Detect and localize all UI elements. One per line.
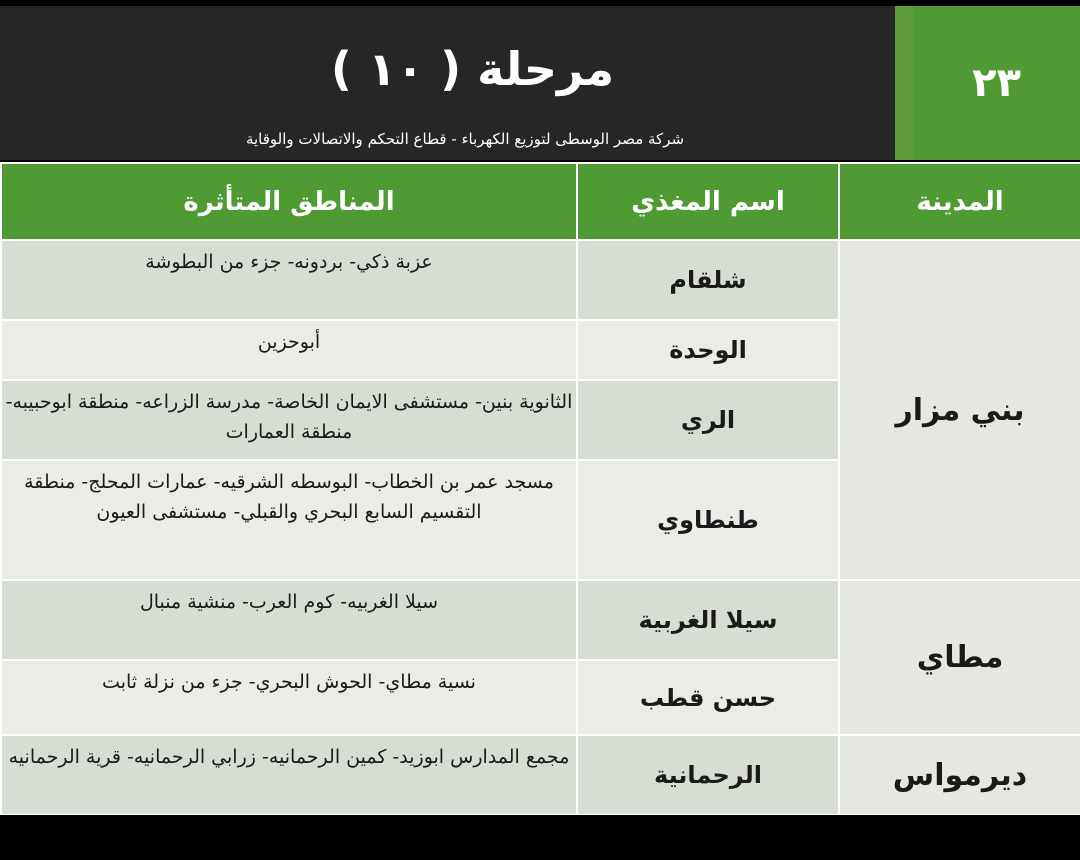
areas-cell: الثانوية بنين- مستشفى الايمان الخاصة- مدرسة الزراعه- منطقة ابوحبيبه- منطقة العمارات <box>1 380 577 460</box>
feeder-cell: سيلا الغربية <box>577 580 839 660</box>
table-header-row <box>1 163 1080 240</box>
feeders-table <box>0 162 1080 816</box>
city-cell: ديرمواس <box>839 735 1080 815</box>
table-row <box>1 735 1080 815</box>
feeder-cell: الوحدة <box>577 320 839 380</box>
accent-stripe <box>895 6 913 160</box>
stage-title: مرحلة ( ١٠ ) <box>330 42 615 96</box>
feeder-cell: شلقام <box>577 240 839 320</box>
areas-cell: نسية مطاي- الحوش البحري- جزء من نزلة ثابت <box>1 660 577 735</box>
feeder-cell: حسن قطب <box>577 660 839 735</box>
column-header-feeder: اسم المغذي <box>577 163 839 240</box>
city-cell: بني مزار <box>839 240 1080 580</box>
areas-cell: عزبة ذكي- بردونه- جزء من البطوشة <box>1 240 577 320</box>
bottom-bar <box>0 815 1080 860</box>
column-header-city: المدينة <box>839 163 1080 240</box>
areas-cell: مجمع المدارس ابوزيد- كمين الرحمانيه- زرابي الرحمانيه- قرية الرحمانيه <box>1 735 577 815</box>
table-row <box>1 240 1080 320</box>
company-subtitle: شركة مصر الوسطى لتوزيع الكهرباء - قطاع التحكم والاتصالات والوقاية <box>245 130 685 148</box>
city-cell: مطاي <box>839 580 1080 735</box>
table-row <box>1 580 1080 660</box>
feeder-cell: الرحمانية <box>577 735 839 815</box>
areas-cell: سيلا الغربيه- كوم العرب- منشية منبال <box>1 580 577 660</box>
feeder-cell: الري <box>577 380 839 460</box>
column-header-areas: المناطق المتأثرة <box>1 163 577 240</box>
areas-cell: مسجد عمر بن الخطاب- البوسطه الشرقيه- عمارات المحلج- منطقة التقسيم السابع البحري والقبلي- مستشفى العيون <box>1 460 577 580</box>
feeder-cell: طنطاوي <box>577 460 839 580</box>
page-number: ٢٣ <box>913 6 1080 160</box>
areas-cell: أبوحزين <box>1 320 577 380</box>
